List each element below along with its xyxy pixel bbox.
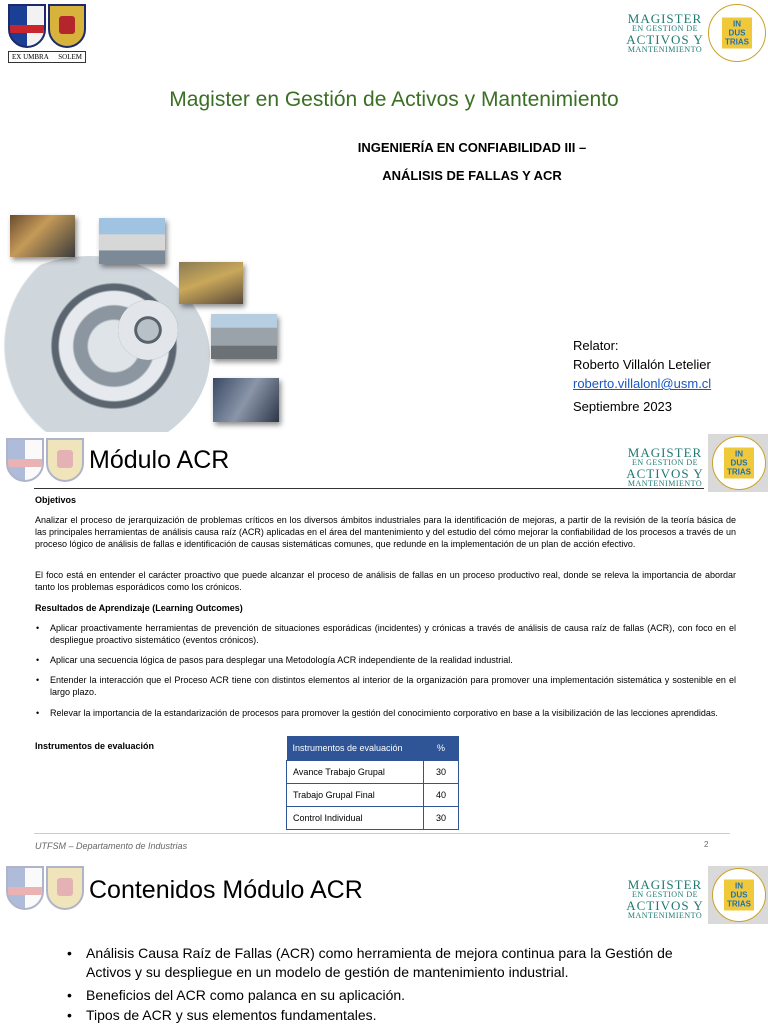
crest-right-shield-icon	[46, 866, 84, 910]
contents-slide	[0, 860, 768, 1024]
industrias-logo-box	[708, 866, 768, 924]
crest-motto: EX UMBRA SOLEM	[8, 51, 86, 63]
relator-name: Roberto Villalón Letelier	[573, 357, 711, 372]
table-cell: Trabajo Grupal Final	[287, 784, 424, 807]
relator-label: Relator:	[573, 338, 619, 353]
slide-footer: UTFSM – Departamento de Industrias	[35, 841, 188, 851]
outcome-item: • Entender la interacción que el Proceso ACR tiene con distintos elementos al interior de la organización para promover una implementación sistemática y sostenible en el largo plazo.	[35, 674, 736, 698]
university-crest	[8, 4, 86, 63]
program-title: Magister en Gestión de Activos y Mantenimiento	[169, 88, 619, 111]
university-crest-faded	[6, 438, 84, 482]
table-cell: 30	[424, 761, 459, 784]
footer-divider	[34, 833, 730, 834]
crest-left-shield-icon	[6, 438, 44, 482]
module-slide	[0, 434, 768, 858]
slide-date: Septiembre 2023	[573, 399, 673, 414]
magister-logo: MAGISTER EN GESTION DE ACTIVOS Y MANTENIMIENTO	[626, 877, 704, 920]
university-crest-faded	[6, 866, 84, 910]
industrial-photo-5	[213, 378, 279, 422]
slide-title: Módulo ACR	[89, 446, 230, 474]
bearing-small-image	[118, 300, 178, 360]
table-cell: 40	[424, 784, 459, 807]
crest-right-shield-icon	[46, 438, 84, 482]
content-item: • Tipos de ACR y sus elementos fundamentales.	[67, 1006, 707, 1024]
crest-left-shield-icon	[8, 4, 46, 48]
relator-email-link[interactable]: roberto.villalonl@usm.cl	[573, 376, 712, 391]
table-row	[287, 784, 459, 807]
resultados-heading: Resultados de Aprendizaje (Learning Outcomes)	[35, 603, 243, 613]
table-row	[287, 761, 459, 784]
industrias-logo: IN DUS TRIAS	[708, 4, 766, 62]
content-item: • Análisis Causa Raíz de Fallas (ACR) como herramienta de mejora continua para la Gestión de Activos y su despliegue en un modelo de gestión de mantenimiento industrial.	[67, 944, 707, 982]
table-cell: 30	[424, 807, 459, 830]
title-divider	[34, 488, 704, 489]
table-cell: Avance Trabajo Grupal	[287, 761, 424, 784]
outcome-item: • Aplicar proactivamente herramientas de prevención de situaciones esporádicas (incidentes) y crónicas a través de análisis de causa raíz de fallas (ACR), con foco en el despliegue proactivo sistemático (eventos crónicos).	[35, 622, 736, 646]
table-cell: Control Individual	[287, 807, 424, 830]
industrial-photo-4	[211, 314, 277, 359]
table-header-row	[287, 736, 459, 761]
outcome-item: • Relevar la importancia de la estandarización de procesos para promover la gestión del conocimiento corporativo en base a la visibilización de las lecciones aprendidas.	[35, 707, 736, 719]
content-item: • Beneficios del ACR como palanca en su aplicación.	[67, 986, 707, 1005]
objetivos-heading: Objetivos	[35, 495, 77, 505]
outcome-item: • Aplicar una secuencia lógica de pasos para desplegar una Metodología ACR independiente de la realidad industrial.	[35, 654, 736, 666]
slide-title: Contenidos Módulo ACR	[89, 876, 363, 904]
magister-logo: MAGISTER EN GESTION DE ACTIVOS Y MANTENIMIENTO	[626, 11, 704, 54]
industrias-logo: IN DUS TRIAS	[712, 868, 766, 922]
objetivos-paragraph-2: El foco está en entender el carácter proactivo que puede alcanzar el proceso de análisis de fallas en un proceso productivo real, donde se releva la importancia de abordar tanto los problemas esporádicos como los crónicos.	[35, 570, 736, 592]
relator-block	[573, 336, 711, 416]
magister-logo: MAGISTER EN GESTION DE ACTIVOS Y MANTENIMIENTO	[626, 445, 704, 488]
industrias-logo-box	[708, 434, 768, 492]
industrial-photo-2	[99, 218, 165, 264]
crest-right-shield-icon	[48, 4, 86, 48]
instrumentos-heading: Instrumentos de evaluación	[35, 741, 155, 751]
title-slide	[0, 0, 768, 432]
industrias-logo: IN DUS TRIAS	[712, 436, 766, 490]
table-header-cell: %	[424, 736, 459, 761]
table-row	[287, 807, 459, 830]
crest-left-shield-icon	[6, 866, 44, 910]
objetivos-paragraph-1: Analizar el proceso de jerarquización de problemas críticos en los diversos ámbitos industriales para la identificación de mejoras, a partir de la revisión de la teoría básica de las principales herramientas de análisis causa raíz (ACR) aplicadas en el área del mantenimiento y del estudio del cómo mejorar la confiabilidad de los procesos a través de un proceso lógico de análisis de fallas e identificación de causas sistemáticas comunes, que redunde en la implementación de un plan de acción efectivo.	[35, 515, 736, 549]
course-title: INGENIERÍA EN CONFIABILIDAD III – ANÁLISIS DE FALLAS Y ACR	[357, 140, 587, 183]
table-header-cell: Instrumentos de evaluación	[287, 736, 424, 761]
industrial-photo-3	[179, 262, 243, 304]
industrial-photo-1	[10, 215, 75, 257]
evaluation-table	[286, 736, 459, 830]
page-number: 2	[704, 840, 709, 849]
